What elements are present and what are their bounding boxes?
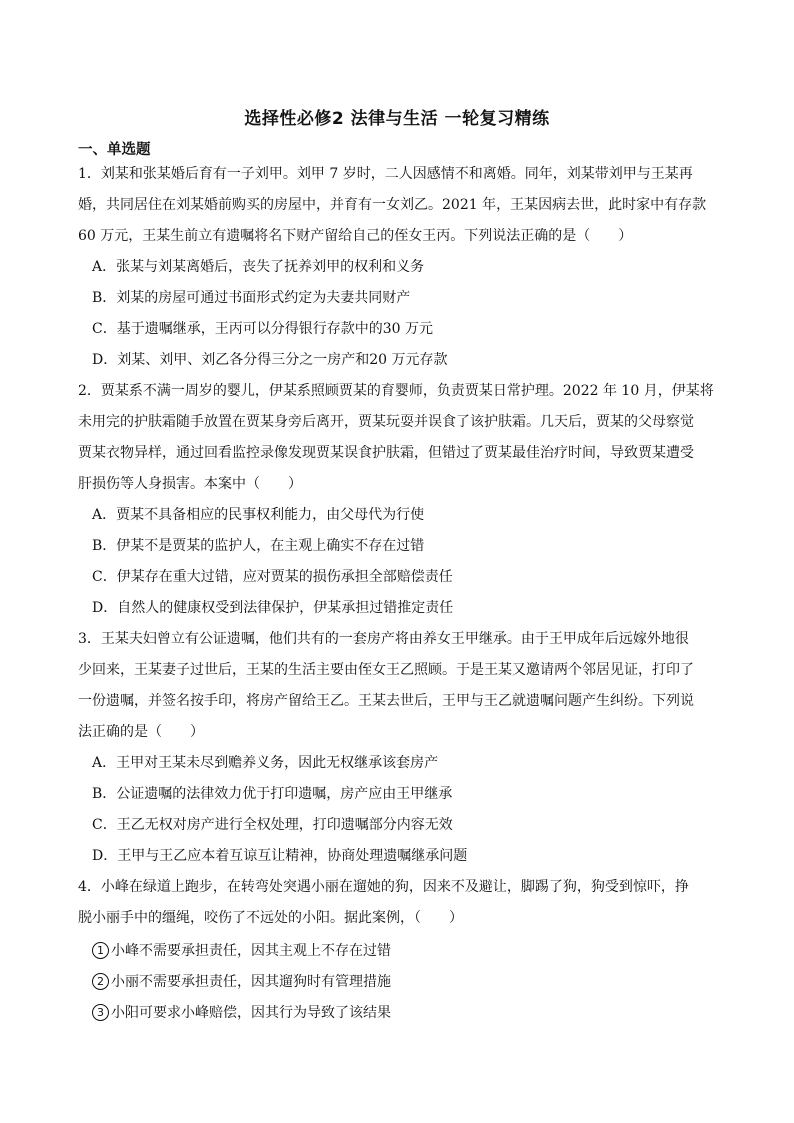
question-2-option-c: C．伊某存在重大过错，应对贾某的损伤承担全部赔偿责任 — [92, 569, 453, 585]
question-4-line-2: 脱小丽手中的缰绳，咬伤了不远处的小阳。据此案例，（ ） — [78, 910, 463, 926]
section-heading: 一、单选题 — [78, 142, 151, 158]
question-3-line-1: 3．王某夫妇曾立有公证遗嘱，他们共有的一套房产将由养女王甲继承。由于王甲成年后远嫁外地很 — [78, 631, 689, 647]
question-1-line-3: 60 万元，王某生前立有遗嘱将名下财产留给自己的侄女王丙。下列说法正确的是（ ） — [78, 228, 633, 244]
question-1-option-b: B．刘某的房屋可通过书面形式约定为夫妻共同财产 — [92, 290, 411, 306]
question-2-option-b: B．伊某不是贾某的监护人，在主观上确实不存在过错 — [92, 538, 425, 554]
page-title: 选择性必修2 法律与生活 一轮复习精练 — [244, 109, 550, 129]
question-3-option-d: D．王甲与王乙应本着互谅互让精神，协商处理遗嘱继承问题 — [92, 848, 468, 864]
circled-number-marker: 1 — [92, 942, 109, 959]
question-2-option-d: D．自然人的健康权受到法律保护，伊某承担过错推定责任 — [92, 600, 454, 616]
question-2-line-1: 2．贾某系不满一周岁的婴儿，伊某系照顾贾某的育婴师，负责贾某日常护理。2022 年 10 月，伊某将 — [78, 383, 714, 399]
question-1-line-1: 1．刘某和张某婚后育有一子刘甲。刘甲 7 岁时，二人因感情不和离婚。同年，刘某带刘甲与王某再 — [78, 166, 693, 182]
question-3-option-b: B．公证遗嘱的法律效力优于打印遗嘱，房产应由王甲继承 — [92, 786, 453, 802]
question-1-option-d: D．刘某、刘甲、刘乙各分得三分之一房产和20 万元存款 — [92, 352, 448, 368]
question-2-line-2: 未用完的护肤霜随手放置在贾某身旁后离开，贾某玩耍并误食了该护肤霜。几天后，贾某的父母察觉 — [78, 414, 694, 430]
question-4-item-3 — [92, 1003, 391, 1023]
circled-number-marker: 2 — [92, 973, 109, 990]
question-3-line-4: 法正确的是（ ） — [78, 724, 204, 740]
question-4-line-1: 4．小峰在绿道上跑步，在转弯处突遇小丽在遛她的狗，因来不及避让，脚踢了狗，狗受到惊吓，挣 — [78, 879, 689, 895]
question-2-option-a: A．贾某不具备相应的民事权利能力，由父母代为行使 — [92, 507, 425, 523]
question-3-option-a: A．王甲对王某未尽到赡养义务，因此无权继承该套房产 — [92, 755, 439, 771]
question-4-item-2 — [92, 972, 391, 992]
circled-number-marker: 3 — [92, 1004, 109, 1021]
question-4-item-3-text: 小阳可要求小峰赔偿，因其行为导致了该结果 — [111, 1005, 391, 1021]
question-1-line-2: 婚，共同居住在刘某婚前购买的房屋中，并育有一女刘乙。2021 年，王某因病去世，此时家中有存款 — [78, 197, 707, 213]
question-4-item-1 — [92, 941, 391, 961]
question-2-line-4: 肝损伤等人身损害。本案中（ ） — [78, 476, 302, 492]
question-2-line-3: 贾某衣物异样，通过回看监控录像发现贾某误食护肤霜，但错过了贾某最佳治疗时间，导致贾某遭受 — [78, 445, 694, 461]
question-4-item-1-text: 小峰不需要承担责任，因其主观上不存在过错 — [111, 943, 391, 959]
question-1-option-a: A．张某与刘某离婚后，丧失了抚养刘甲的权利和义务 — [92, 259, 425, 275]
question-4-item-2-text: 小丽不需要承担责任，因其遛狗时有管理措施 — [111, 974, 391, 990]
question-3-line-2: 少回来，王某妻子过世后，王某的生活主要由侄女王乙照顾。于是王某又邀请两个邻居见证，打印了 — [78, 662, 694, 678]
question-3-option-c: C．王乙无权对房产进行全权处理，打印遗嘱部分内容无效 — [92, 817, 453, 833]
question-1-option-c: C．基于遗嘱继承，王丙可以分得银行存款中的30 万元 — [92, 321, 433, 337]
question-3-line-3: 一份遗嘱，并签名按手印，将房产留给王乙。王某去世后，王甲与王乙就遗嘱问题产生纠纷。下列说 — [78, 693, 694, 709]
